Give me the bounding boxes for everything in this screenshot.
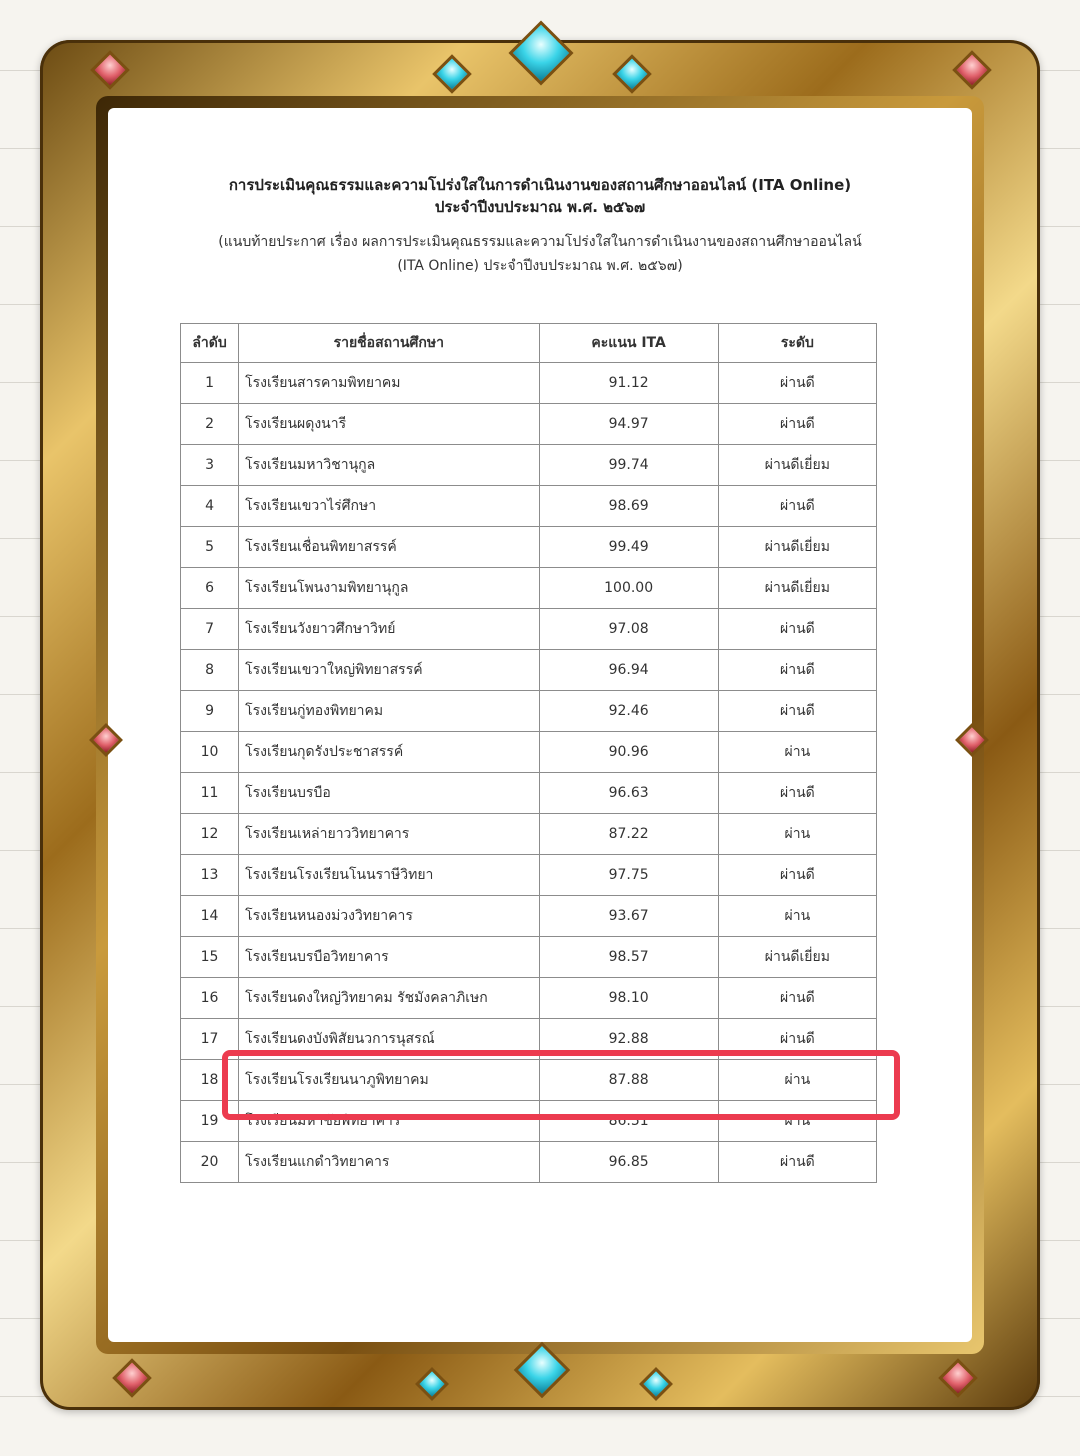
cell-ita-score: 92.88: [539, 1019, 718, 1060]
cell-school-name: โรงเรียนโรงเรียนนาภูพิทยาคม: [239, 1060, 539, 1101]
table-row: [181, 814, 877, 855]
cell-order: 5: [181, 527, 239, 568]
table-row: [181, 363, 877, 404]
cell-level: ผ่านดีเยี่ยม: [718, 527, 876, 568]
cell-order: 1: [181, 363, 239, 404]
cell-level: ผ่าน: [718, 732, 876, 773]
highlight-box-row-18: [222, 1050, 900, 1120]
document-header: [120, 160, 960, 278]
cell-level: ผ่านดี: [718, 978, 876, 1019]
cell-level: ผ่านดีเยี่ยม: [718, 445, 876, 486]
cell-school-name: โรงเรียนกู่ทองพิทยาคม: [239, 691, 539, 732]
cell-school-name: โรงเรียนเขวาไร่ศึกษา: [239, 486, 539, 527]
header-ita-score: คะแนน ITA: [539, 324, 718, 363]
cell-ita-score: 94.97: [539, 404, 718, 445]
cell-school-name: โรงเรียนสารคามพิทยาคม: [239, 363, 539, 404]
cell-order: 10: [181, 732, 239, 773]
cell-order: 11: [181, 773, 239, 814]
table-row: [181, 978, 877, 1019]
cell-school-name: โรงเรียนแกดำวิทยาคาร: [239, 1142, 539, 1183]
cell-school-name: โรงเรียนเหล่ายาววิทยาคาร: [239, 814, 539, 855]
cell-order: 8: [181, 650, 239, 691]
cell-ita-score: 100.00: [539, 568, 718, 609]
cell-school-name: โรงเรียนมหาวิชานุกูล: [239, 445, 539, 486]
cell-level: ผ่านดี: [718, 855, 876, 896]
cell-ita-score: 98.69: [539, 486, 718, 527]
document-title-year: ประจำปีงบประมาณ พ.ศ. ๒๕๖๗: [434, 198, 646, 216]
cell-order: 14: [181, 896, 239, 937]
table-row: [181, 568, 877, 609]
cell-level: ผ่านดี: [718, 404, 876, 445]
document-title: การประเมินคุณธรรมและความโปร่งใสในการดำเนินงานของสถานศึกษาออนไลน์ (ITA Online): [228, 176, 852, 194]
table-row: [181, 404, 877, 445]
cell-order: 15: [181, 937, 239, 978]
document-subtitle-cont: (ITA Online) ประจำปีงบประมาณ พ.ศ. ๒๕๖๗): [397, 258, 683, 274]
cell-ita-score: 97.08: [539, 609, 718, 650]
cell-school-name: โรงเรียนวังยาวศึกษาวิทย์: [239, 609, 539, 650]
cell-ita-score: 87.88: [539, 1060, 718, 1101]
cell-order: 17: [181, 1019, 239, 1060]
cell-order: 13: [181, 855, 239, 896]
cell-school-name: โรงเรียนบรบือวิทยาคาร: [239, 937, 539, 978]
cell-ita-score: 98.10: [539, 978, 718, 1019]
cell-order: 18: [181, 1060, 239, 1101]
cell-order: 16: [181, 978, 239, 1019]
cell-level: ผ่านดี: [718, 363, 876, 404]
table-row: [181, 1142, 877, 1183]
cell-school-name: โรงเรียนโรงเรียนโนนราษีวิทยา: [239, 855, 539, 896]
header-order: ลำดับ: [181, 324, 239, 363]
table-header-row: [181, 324, 877, 363]
table-row: [181, 445, 877, 486]
cell-order: 20: [181, 1142, 239, 1183]
cell-order: 4: [181, 486, 239, 527]
cell-school-name: โรงเรียนเชื่อนพิทยาสรรค์: [239, 527, 539, 568]
cell-school-name: โรงเรียนกุดรังประชาสรรค์: [239, 732, 539, 773]
cell-level: ผ่าน: [718, 1101, 876, 1142]
cell-ita-score: 99.74: [539, 445, 718, 486]
table-row: [181, 732, 877, 773]
cell-school-name: โรงเรียนดงใหญ่วิทยาคม รัชมังคลาภิเษก: [239, 978, 539, 1019]
cell-school-name: โรงเรียนผดุงนารี: [239, 404, 539, 445]
cell-ita-score: 96.94: [539, 650, 718, 691]
table-row: [181, 691, 877, 732]
cell-ita-score: 99.49: [539, 527, 718, 568]
cell-order: 6: [181, 568, 239, 609]
table-row: [181, 650, 877, 691]
table-row: [181, 609, 877, 650]
table-row: [181, 855, 877, 896]
cell-level: ผ่านดี: [718, 609, 876, 650]
cell-ita-score: 87.22: [539, 814, 718, 855]
cell-school-name: โรงเรียนโพนงามพิทยานุกูล: [239, 568, 539, 609]
cell-ita-score: 93.67: [539, 896, 718, 937]
cell-order: 12: [181, 814, 239, 855]
cell-ita-score: 86.51: [539, 1101, 718, 1142]
cell-level: ผ่าน: [718, 1060, 876, 1101]
cell-level: ผ่านดีเยี่ยม: [718, 937, 876, 978]
cell-level: ผ่านดี: [718, 1019, 876, 1060]
cell-order: 9: [181, 691, 239, 732]
cell-level: ผ่านดี: [718, 1142, 876, 1183]
cell-level: ผ่าน: [718, 896, 876, 937]
table-row: [181, 937, 877, 978]
cell-ita-score: 96.85: [539, 1142, 718, 1183]
cell-ita-score: 97.75: [539, 855, 718, 896]
cell-level: ผ่านดี: [718, 691, 876, 732]
table-row: [181, 896, 877, 937]
cell-order: 3: [181, 445, 239, 486]
cell-ita-score: 91.12: [539, 363, 718, 404]
table-row: [181, 486, 877, 527]
cell-ita-score: 92.46: [539, 691, 718, 732]
cell-level: ผ่าน: [718, 814, 876, 855]
header-school-name: รายชื่อสถานศึกษา: [239, 324, 539, 363]
cell-order: 19: [181, 1101, 239, 1142]
cell-school-name: โรงเรียนดงบังพิสัยนวการนุสรณ์: [239, 1019, 539, 1060]
cell-order: 7: [181, 609, 239, 650]
cell-school-name: โรงเรียนมหาชัยพิทยาคาร: [239, 1101, 539, 1142]
cell-school-name: โรงเรียนเขวาใหญ่พิทยาสรรค์: [239, 650, 539, 691]
cell-level: ผ่านดี: [718, 650, 876, 691]
cell-level: ผ่านดี: [718, 486, 876, 527]
cell-ita-score: 90.96: [539, 732, 718, 773]
cell-level: ผ่านดีเยี่ยม: [718, 568, 876, 609]
cell-ita-score: 98.57: [539, 937, 718, 978]
document-subtitle: (แนบท้ายประกาศ เรื่อง ผลการประเมินคุณธรรมและความโปร่งใสในการดำเนินงานของสถานศึกษาออนไลน์: [218, 234, 862, 250]
cell-school-name: โรงเรียนบรบือ: [239, 773, 539, 814]
table-row: [181, 527, 877, 568]
table-row: [181, 773, 877, 814]
cell-ita-score: 96.63: [539, 773, 718, 814]
cell-order: 2: [181, 404, 239, 445]
cell-school-name: โรงเรียนหนองม่วงวิทยาคาร: [239, 896, 539, 937]
header-level: ระดับ: [718, 324, 876, 363]
cell-level: ผ่านดี: [718, 773, 876, 814]
